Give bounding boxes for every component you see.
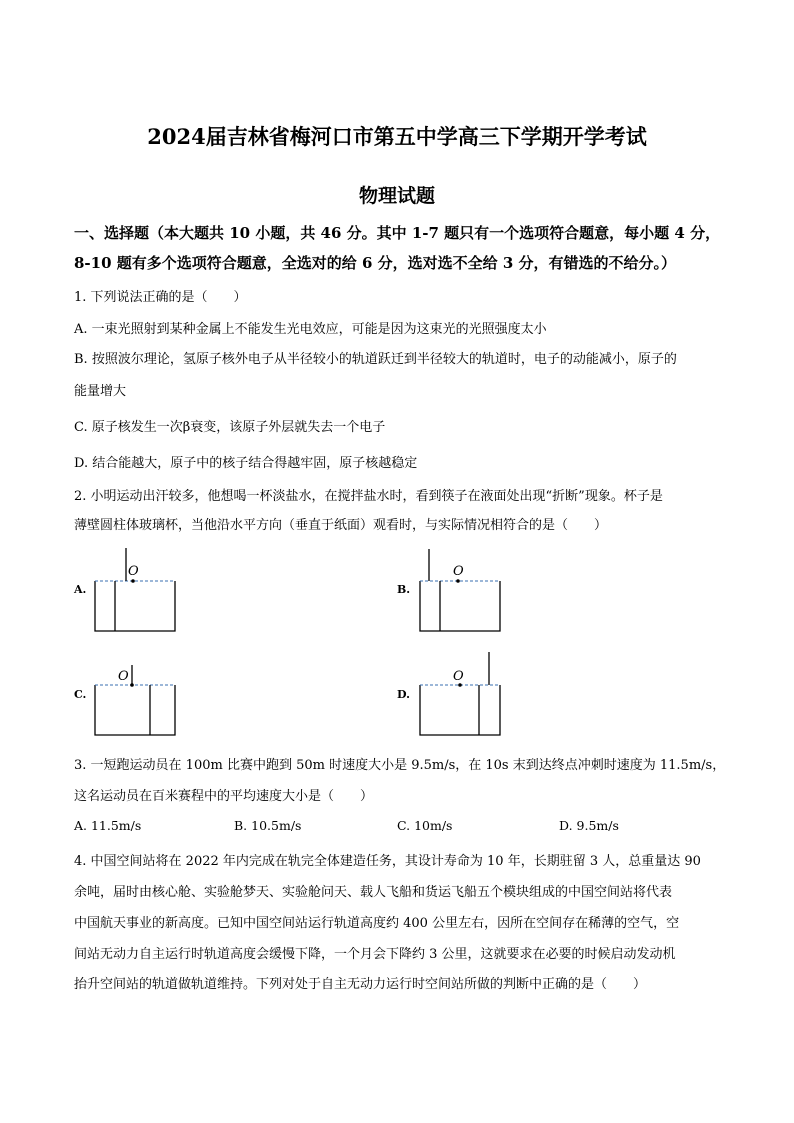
q2-stem-line1: 2. 小明运动出汗较多，他想喝一杯淡盐水，在搅拌盐水时，看到筷子在液面处出现“折断”现象。杯子是 [74, 489, 663, 504]
q3-option-c: C. 10m/s [397, 818, 453, 833]
q4-stem-line5: 抬升空间站的轨道做轨道维持。下列对处于自主无动力运行时空间站所做的判断中正确的是（ ） [74, 977, 647, 992]
q2-option-c-label: C. [74, 688, 87, 701]
q2-figure-c [90, 650, 180, 740]
q4-stem-line4: 间站无动力自主运行时轨道高度会缓慢下降，一个月会下降约 3 公里，这就要求在必要的时候启动发动机 [74, 947, 676, 962]
q2-option-d-label: D. [397, 688, 410, 701]
section-heading-line2: 8-10 题有多个选项符合题意，全选对的给 6 分，选对选不全给 3 分，有错选的不给分。） [74, 254, 677, 272]
q2-figure-d [415, 650, 505, 740]
q2-figure-b [415, 546, 505, 636]
q3-option-b: B. 10.5m/s [234, 818, 302, 833]
q3-stem-line1: 3. 一短跑运动员在 100m 比赛中跑到 50m 时速度大小是 9.5m/s，在 10s 末到达终点冲刺时速度为 11.5m/s， [74, 758, 726, 773]
q2-figure-c-point-label: O [118, 669, 129, 684]
q4-stem-line3: 中国航天事业的新高度。已知中国空间站运行轨道高度约 400 公里左右，因所在空间存在稀薄的空气，空 [74, 916, 680, 931]
q3-option-a: A. 11.5m/s [74, 818, 142, 833]
q2-option-b-label: B. [397, 583, 411, 596]
q4-stem-line2: 余吨，届时由核心舱、实验舱梦天、实验舱问天、载人飞船和货运飞船五个模块组成的中国空间站将代表 [74, 885, 673, 900]
section-heading-line1: 一、选择题（本大题共 10 小题，共 46 分。其中 1-7 题只有一个选项符合题意，每小题 4 分， [74, 224, 721, 242]
q4-stem-line1: 4. 中国空间站将在 2022 年内完成在轨完全体建造任务，其设计寿命为 10 年，长期驻留 3 人，总重量达 90 [74, 854, 701, 869]
q1-option-a: A. 一束光照射到某种金属上不能发生光电效应，可能是因为这束光的光照强度太小 [74, 322, 547, 337]
page-subtitle: 物理试题 [358, 185, 435, 207]
page-title: 2024届吉林省梅河口市第五中学高三下学期开学考试 [147, 124, 647, 149]
q2-option-a-label: A. [74, 583, 87, 596]
q3-option-d: D. 9.5m/s [559, 818, 619, 833]
q1-stem: 1. 下列说法正确的是（ ） [74, 290, 247, 305]
q2-figure-a-point-label: O [128, 564, 139, 579]
q1-option-b-line1: B. 按照波尔理论，氢原子核外电子从半径较小的轨道跃迁到半径较大的轨道时，电子的动能减小，原子的 [74, 352, 677, 367]
q1-option-c: C. 原子核发生一次β衰变，该原子外层就失去一个电子 [74, 420, 386, 435]
q1-option-d: D. 结合能越大，原子中的核子结合得越牢固，原子核越稳定 [74, 456, 418, 471]
q1-option-b-line2: 能量增大 [74, 384, 127, 399]
q3-stem-line2: 这名运动员在百米赛程中的平均速度大小是（ ） [74, 789, 374, 804]
q2-figure-a [90, 546, 180, 636]
q2-figure-d-point-label: O [453, 669, 464, 684]
q2-figure-b-point-label: O [453, 564, 464, 579]
q2-stem-line2: 薄壁圆柱体玻璃杯，当他沿水平方向（垂直于纸面）观看时，与实际情况相符合的是（ ） [74, 518, 608, 533]
